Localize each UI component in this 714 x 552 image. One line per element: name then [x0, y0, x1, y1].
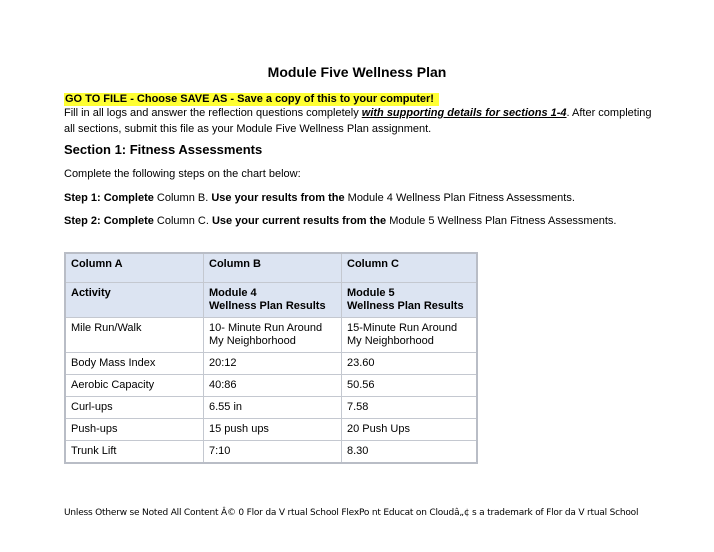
- module5-header-line1: Module 5: [347, 287, 395, 299]
- step-2-source: Module 5 Wellness Plan Fitness Assessments.: [386, 215, 617, 227]
- step-2-use: Use your current results from the: [211, 215, 387, 227]
- module5-header-cell[interactable]: [342, 283, 478, 318]
- activity-header-cell[interactable]: Activity: [65, 283, 204, 318]
- module4-header-line2: Wellness Plan Results: [209, 300, 326, 312]
- table-row: [65, 397, 477, 419]
- result-line1: 15-Minute Run Around: [347, 322, 458, 334]
- result-line2: My Neighborhood: [209, 335, 296, 347]
- table-row: [65, 441, 477, 464]
- intro-emphasis: with supporting details for sections 1-4: [361, 107, 567, 119]
- section-heading: Section 1: Fitness Assessments: [64, 142, 263, 157]
- activity-cell[interactable]: Body Mass Index: [65, 353, 204, 375]
- module5-result-cell[interactable]: 7.58: [342, 397, 478, 419]
- save-instruction-highlight: GO TO FILE - Choose SAVE AS - Save a copy of this to your computer!: [64, 93, 439, 106]
- result-line2: My Neighborhood: [347, 335, 434, 347]
- module5-result-cell[interactable]: [342, 318, 478, 353]
- module5-result-cell[interactable]: 50.56: [342, 375, 478, 397]
- module4-result-cell[interactable]: [204, 318, 342, 353]
- activity-cell[interactable]: Curl-ups: [65, 397, 204, 419]
- step-2-instruction: [64, 215, 616, 227]
- page-title: Module Five Wellness Plan: [267, 64, 447, 80]
- activity-cell[interactable]: Trunk Lift: [65, 441, 204, 464]
- header-cell[interactable]: Column C: [342, 253, 478, 283]
- module4-result-cell[interactable]: 7:10: [204, 441, 342, 464]
- activity-cell[interactable]: Aerobic Capacity: [65, 375, 204, 397]
- fitness-assessment-table: [64, 252, 478, 464]
- module4-result-cell[interactable]: 20:12: [204, 353, 342, 375]
- step-2-label: Step 2: Complete: [64, 215, 154, 227]
- step-1-use: Use your results from the: [211, 192, 345, 204]
- table-header-row: [65, 253, 477, 283]
- chart-instruction: Complete the following steps on the chart below:: [64, 168, 301, 180]
- intro-text-start: Fill in all logs and answer the reflection questions completely: [64, 107, 362, 119]
- module5-header-line2: Wellness Plan Results: [347, 300, 464, 312]
- table-row: [65, 375, 477, 397]
- intro-text-end: . After completing all sections, submit this file as your Module Five Wellness Plan assignment.: [64, 107, 652, 135]
- table-row: [65, 419, 477, 441]
- module4-result-cell[interactable]: 15 push ups: [204, 419, 342, 441]
- page-footer: Unless Otherw se Noted All Content Â© 0 Flor da V rtual School FlexPo nt Educat on Cloudâ„¢ s a trademark of Flor da V rtual School: [64, 508, 639, 518]
- activity-cell[interactable]: Push-ups: [65, 419, 204, 441]
- module5-result-cell[interactable]: 8.30: [342, 441, 478, 464]
- result-line1: 10- Minute Run Around: [209, 322, 323, 334]
- step-1-instruction: [64, 192, 575, 204]
- module5-result-cell[interactable]: 20 Push Ups: [342, 419, 478, 441]
- module5-result-cell[interactable]: 23.60: [342, 353, 478, 375]
- module4-header-line1: Module 4: [209, 287, 257, 299]
- table-row: [65, 353, 477, 375]
- step-1-source: Module 4 Wellness Plan Fitness Assessments.: [344, 192, 575, 204]
- table-row: [65, 318, 477, 353]
- step-2-column: Column C.: [153, 215, 212, 227]
- header-cell[interactable]: Column B: [204, 253, 342, 283]
- activity-cell[interactable]: Mile Run/Walk: [65, 318, 204, 353]
- module4-result-cell[interactable]: 40:86: [204, 375, 342, 397]
- step-1-label: Step 1: Complete: [64, 192, 154, 204]
- module4-header-cell[interactable]: [204, 283, 342, 318]
- step-1-column: Column B.: [153, 192, 212, 204]
- header-cell[interactable]: Column A: [65, 253, 204, 283]
- module4-result-cell[interactable]: 6.55 in: [204, 397, 342, 419]
- intro-paragraph: [64, 105, 656, 137]
- table-subheader-row: [65, 283, 477, 318]
